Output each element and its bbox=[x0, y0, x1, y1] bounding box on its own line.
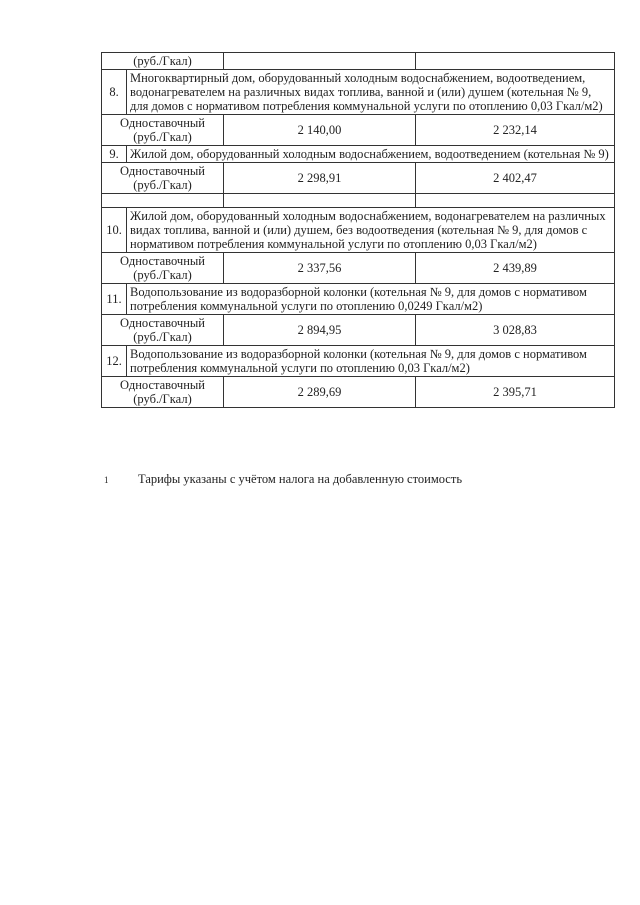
tariff-value-period1: 2 289,69 bbox=[224, 377, 416, 408]
row-description: Жилой дом, оборудованный холодным водоснабжением, водонагревателем на различных видах топлива, ванной и (или) душем, без водоотведения (котельная № 9, для домов с нормативом потребления коммунальной услуги по отоплению 0,03 Гкал/м2) bbox=[127, 208, 615, 253]
table-row-tariff bbox=[102, 253, 615, 284]
table-row-tariff bbox=[102, 315, 615, 346]
tariff-label: Одноставочный (руб./Гкал) bbox=[102, 315, 224, 346]
tariff-label: Одноставочный (руб./Гкал) bbox=[102, 253, 224, 284]
row-number: 8. bbox=[102, 70, 127, 115]
tariff-value-period1: 2 894,95 bbox=[224, 315, 416, 346]
table-row-empty bbox=[102, 194, 615, 208]
table-row-tariff bbox=[102, 163, 615, 194]
row-description: Жилой дом, оборудованный холодным водоснабжением, водоотведением (котельная № 9) bbox=[127, 146, 615, 163]
table-row-tariff bbox=[102, 115, 615, 146]
empty-cell bbox=[416, 194, 615, 208]
footnote-text: Тарифы указаны с учётом налога на добавленную стоимость bbox=[138, 472, 463, 486]
row-description: Многоквартирный дом, оборудованный холодным водоснабжением, водоотведением, водонагревателем на различных видах топлива, ванной и (или) душем (котельная № 9, для домов с нормативом потребления коммунальной услуги по отоплению 0,03 Гкал/м2) bbox=[127, 70, 615, 115]
value-cell-empty bbox=[416, 53, 615, 70]
row-description: Водопользование из водоразборной колонки (котельная № 9, для домов с нормативом потребления коммунальной услуги по отоплению 0,0249 Гкал/м2) bbox=[127, 284, 615, 315]
tariff-label-fragment: (руб./Гкал) bbox=[102, 53, 224, 70]
value-cell-empty bbox=[224, 53, 416, 70]
tariff-value-period2: 2 395,71 bbox=[416, 377, 615, 408]
table-row-description bbox=[102, 146, 615, 163]
tariff-label: Одноставочный (руб./Гкал) bbox=[102, 115, 224, 146]
tariff-value-period2: 3 028,83 bbox=[416, 315, 615, 346]
table-row-tariff bbox=[102, 377, 615, 408]
tariff-value-period1: 2 337,56 bbox=[224, 253, 416, 284]
tariff-value-period2: 2 232,14 bbox=[416, 115, 615, 146]
table-row-description bbox=[102, 346, 615, 377]
table-row-description bbox=[102, 208, 615, 253]
row-number: 10. bbox=[102, 208, 127, 253]
tariff-label: Одноставочный (руб./Гкал) bbox=[102, 163, 224, 194]
footnote bbox=[104, 472, 462, 487]
empty-cell bbox=[224, 194, 416, 208]
row-description: Водопользование из водоразборной колонки (котельная № 9, для домов с нормативом потребления коммунальной услуги по отоплению 0,03 Гкал/м2) bbox=[127, 346, 615, 377]
tariff-label: Одноставочный (руб./Гкал) bbox=[102, 377, 224, 408]
tariff-value-period1: 2 140,00 bbox=[224, 115, 416, 146]
row-number: 9. bbox=[102, 146, 127, 163]
empty-cell bbox=[102, 194, 224, 208]
tariff-table bbox=[101, 52, 615, 408]
table-row-description bbox=[102, 70, 615, 115]
tariff-value-period2: 2 439,89 bbox=[416, 253, 615, 284]
table-row-fragment bbox=[102, 53, 615, 70]
tariff-value-period1: 2 298,91 bbox=[224, 163, 416, 194]
row-number: 12. bbox=[102, 346, 127, 377]
footnote-mark: 1 bbox=[104, 475, 109, 485]
table-row-description bbox=[102, 284, 615, 315]
row-number: 11. bbox=[102, 284, 127, 315]
tariff-value-period2: 2 402,47 bbox=[416, 163, 615, 194]
